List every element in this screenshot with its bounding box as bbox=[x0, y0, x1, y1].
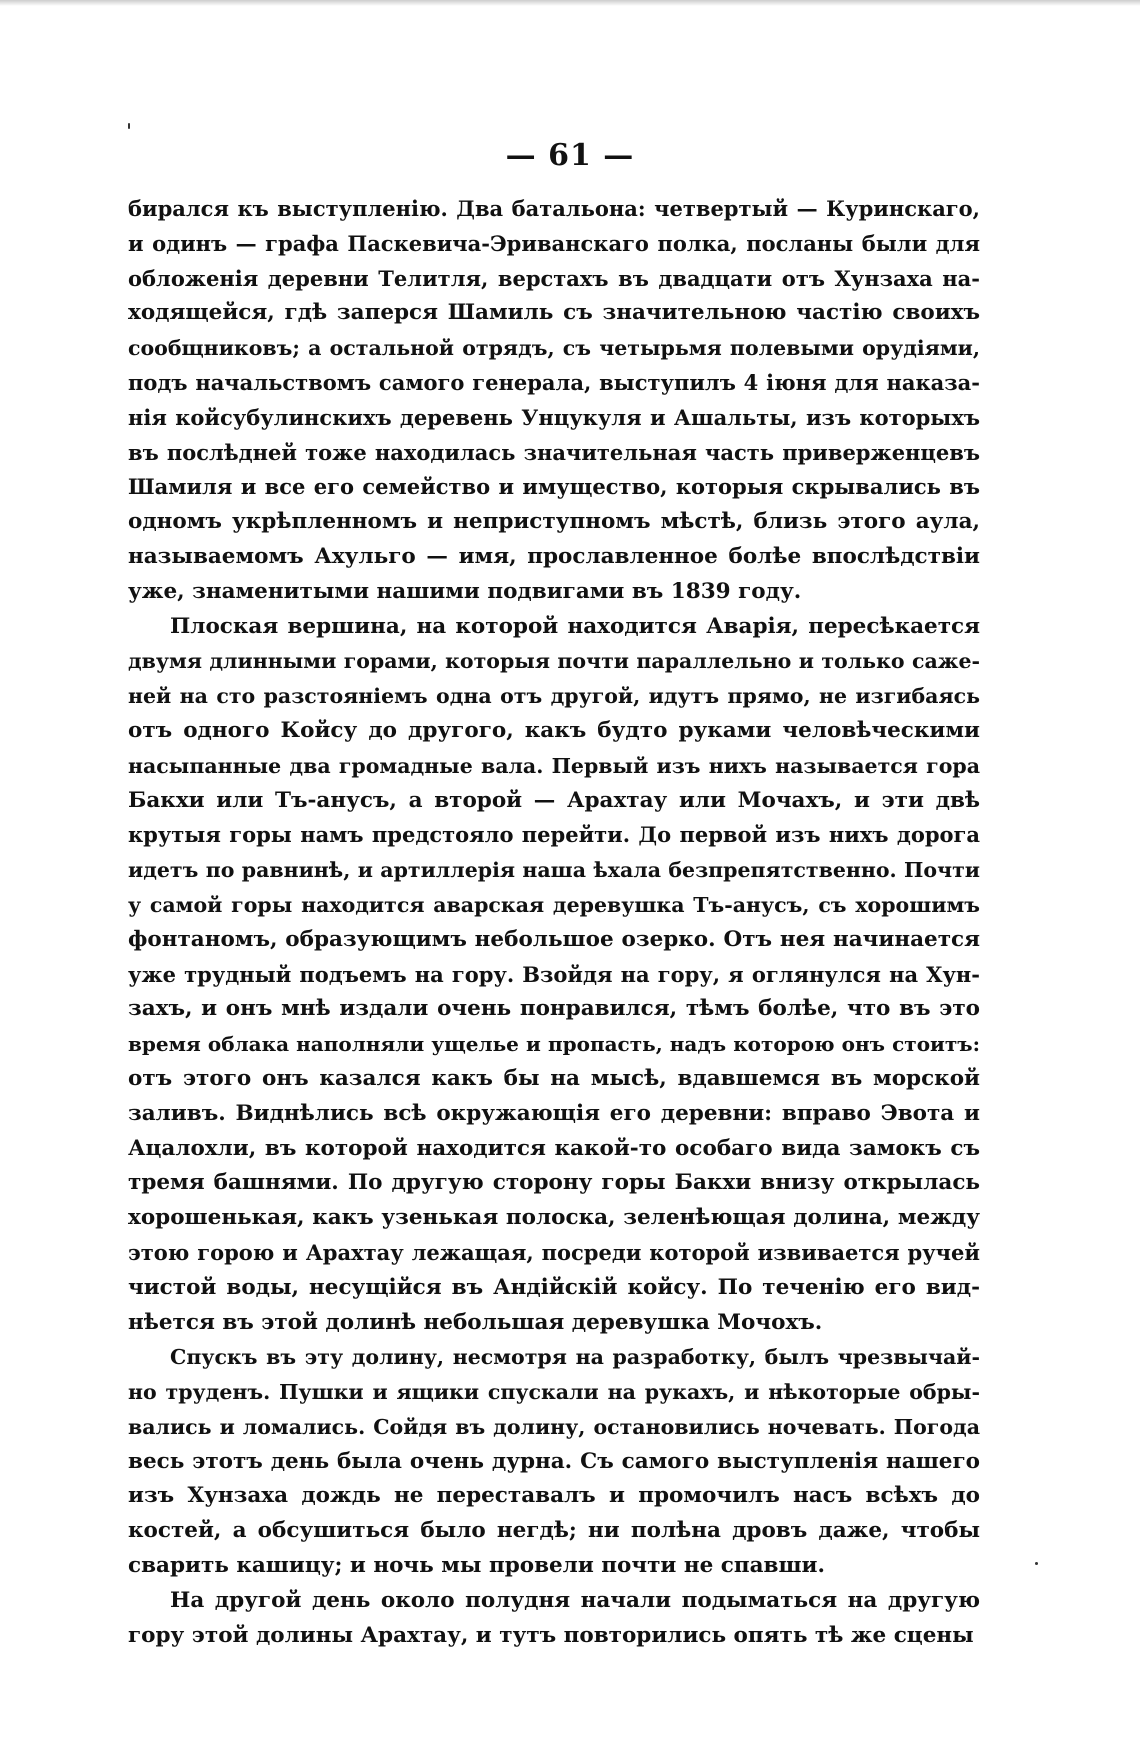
text-line: уже, знаменитыми нашими подвигами въ 1839 году. bbox=[128, 578, 802, 604]
text-line: у самой горы находится аварская деревушка Тъ-анусъ, съ хорошимъ bbox=[128, 892, 980, 917]
text-line: вались и ломались. Сойдя въ долину, остановились ночевать. Погода bbox=[128, 1414, 980, 1439]
text-line: отъ одного Койсу до другого, какъ будто руками человѣческими bbox=[128, 717, 980, 743]
text-line: хорошенькая, какъ узенькая полоска, зеленѣющая долина, между bbox=[128, 1205, 980, 1231]
text-line: ходящейся, гдѣ заперся Шамиль съ значительною частію своихъ bbox=[128, 300, 980, 326]
text-line: двумя длинными горами, которыя почти параллельно и только саже- bbox=[128, 649, 980, 674]
text-line: захъ, и онъ мнѣ издали очень понравился, тѣмъ болѣе, что въ это bbox=[128, 996, 980, 1022]
text-line: гору этой долины Арахтау, и тутъ повторились опять тѣ же сцены bbox=[128, 1622, 974, 1648]
text-line: Ацалохли, въ которой находится какой-то особаго вида замокъ съ bbox=[128, 1135, 980, 1161]
text-line: идетъ по равнинѣ, и артиллерія наша ѣхала безпрепятственно. Почти bbox=[128, 858, 980, 883]
text-line: время облака наполняли ущелье и пропасть, надъ которою онъ стоитъ: bbox=[128, 1032, 980, 1057]
text-line: сварить кашицу; и ночь мы провели почти не спавши. bbox=[128, 1553, 825, 1579]
text-line: одномъ укрѣпленномъ и неприступномъ мѣстѣ, близь этого аула, bbox=[128, 509, 980, 535]
text-line: Плоская вершина, на которой находится Аварія, пересѣкается bbox=[170, 613, 980, 639]
text-line: сообщниковъ; а остальной отрядъ, съ четырьмя полевыми орудіями, bbox=[128, 336, 980, 361]
text-line: чистой воды, несущійся въ Андійскій койсу. По теченію его вид- bbox=[128, 1274, 980, 1300]
text-line: этою горою и Арахтау лежащая, посреди которой извивается ручей bbox=[128, 1239, 980, 1265]
paragraph bbox=[128, 192, 980, 610]
text-line: насыпанные два громадные вала. Первый изъ нихъ называется гора bbox=[128, 753, 980, 778]
text-line: Шамиля и все его семейство и имущество, которыя скрывались въ bbox=[128, 474, 980, 500]
paragraph bbox=[128, 1584, 980, 1654]
text-line: въ послѣдней тоже находилась значительная часть приверженцевъ bbox=[128, 439, 980, 465]
paragraph bbox=[128, 610, 980, 1341]
scan-speck bbox=[1035, 1562, 1038, 1565]
text-line: весь этотъ день была очень дурна. Съ самого выступленія нашего bbox=[128, 1448, 980, 1474]
text-line: заливъ. Виднѣлись всѣ окружающія его деревни: вправо Эвота и bbox=[128, 1100, 980, 1126]
page-number: — 61 — bbox=[505, 138, 635, 173]
scan-top-edge bbox=[0, 0, 1140, 6]
text-line: и одинъ — графа Паскевича-Эриванскаго полка, посланы были для bbox=[128, 230, 980, 256]
text-line: но труденъ. Пушки и ящики спускали на рукахъ, и нѣкоторые обры- bbox=[128, 1380, 980, 1405]
text-line: отъ этого онъ казался какъ бы на мысѣ, вдавшемся въ морской bbox=[128, 1065, 980, 1091]
scan-speck bbox=[128, 123, 130, 129]
body-text bbox=[128, 192, 980, 1653]
text-line: называемомъ Ахульго — имя, прославленное болѣе впослѣдствіи bbox=[128, 543, 980, 569]
text-line: костей, а обсушиться было негдѣ; ни полѣна дровъ даже, чтобы bbox=[128, 1518, 980, 1544]
paragraph bbox=[128, 1340, 980, 1584]
text-line: уже трудный подъемъ на гору. Взойдя на гору, я оглянулся на Хун- bbox=[128, 961, 980, 987]
text-line: На другой день около полудня начали подыматься на другую bbox=[170, 1587, 980, 1613]
text-line: фонтаномъ, образующимъ небольшое озерко. Отъ нея начинается bbox=[128, 926, 980, 952]
text-line: крутыя горы намъ предстояло перейти. До первой изъ нихъ дорога bbox=[128, 822, 980, 848]
text-line: изъ Хунзаха дождь не переставалъ и промочилъ насъ всѣхъ до bbox=[128, 1483, 980, 1509]
text-line: тремя башнями. По другую сторону горы Бакхи внизу открылась bbox=[128, 1170, 980, 1196]
text-line: Спускъ въ эту долину, несмотря на разработку, былъ чрезвычай- bbox=[170, 1345, 980, 1370]
text-line: подъ начальствомъ самого генерала, выступилъ 4 іюня для наказа- bbox=[128, 369, 980, 395]
text-line: нія койсубулинскихъ деревень Унцукуля и Ашальты, изъ которыхъ bbox=[128, 404, 980, 430]
text-line: ней на сто разстояніемъ одна отъ другой, идутъ прямо, не изгибаясь bbox=[128, 684, 980, 709]
text-line: Бакхи или Тъ-анусъ, а второй — Арахтау или Мочахъ, и эти двѣ bbox=[128, 787, 980, 813]
text-line: нѣется въ этой долинѣ небольшая деревушка Мочохъ. bbox=[128, 1309, 823, 1335]
text-line: обложенія деревни Телитля, верстахъ въ двадцати отъ Хунзаха на- bbox=[128, 265, 980, 291]
text-line: бирался къ выступленію. Два батальона: четвертый — Куринскаго, bbox=[128, 196, 980, 221]
